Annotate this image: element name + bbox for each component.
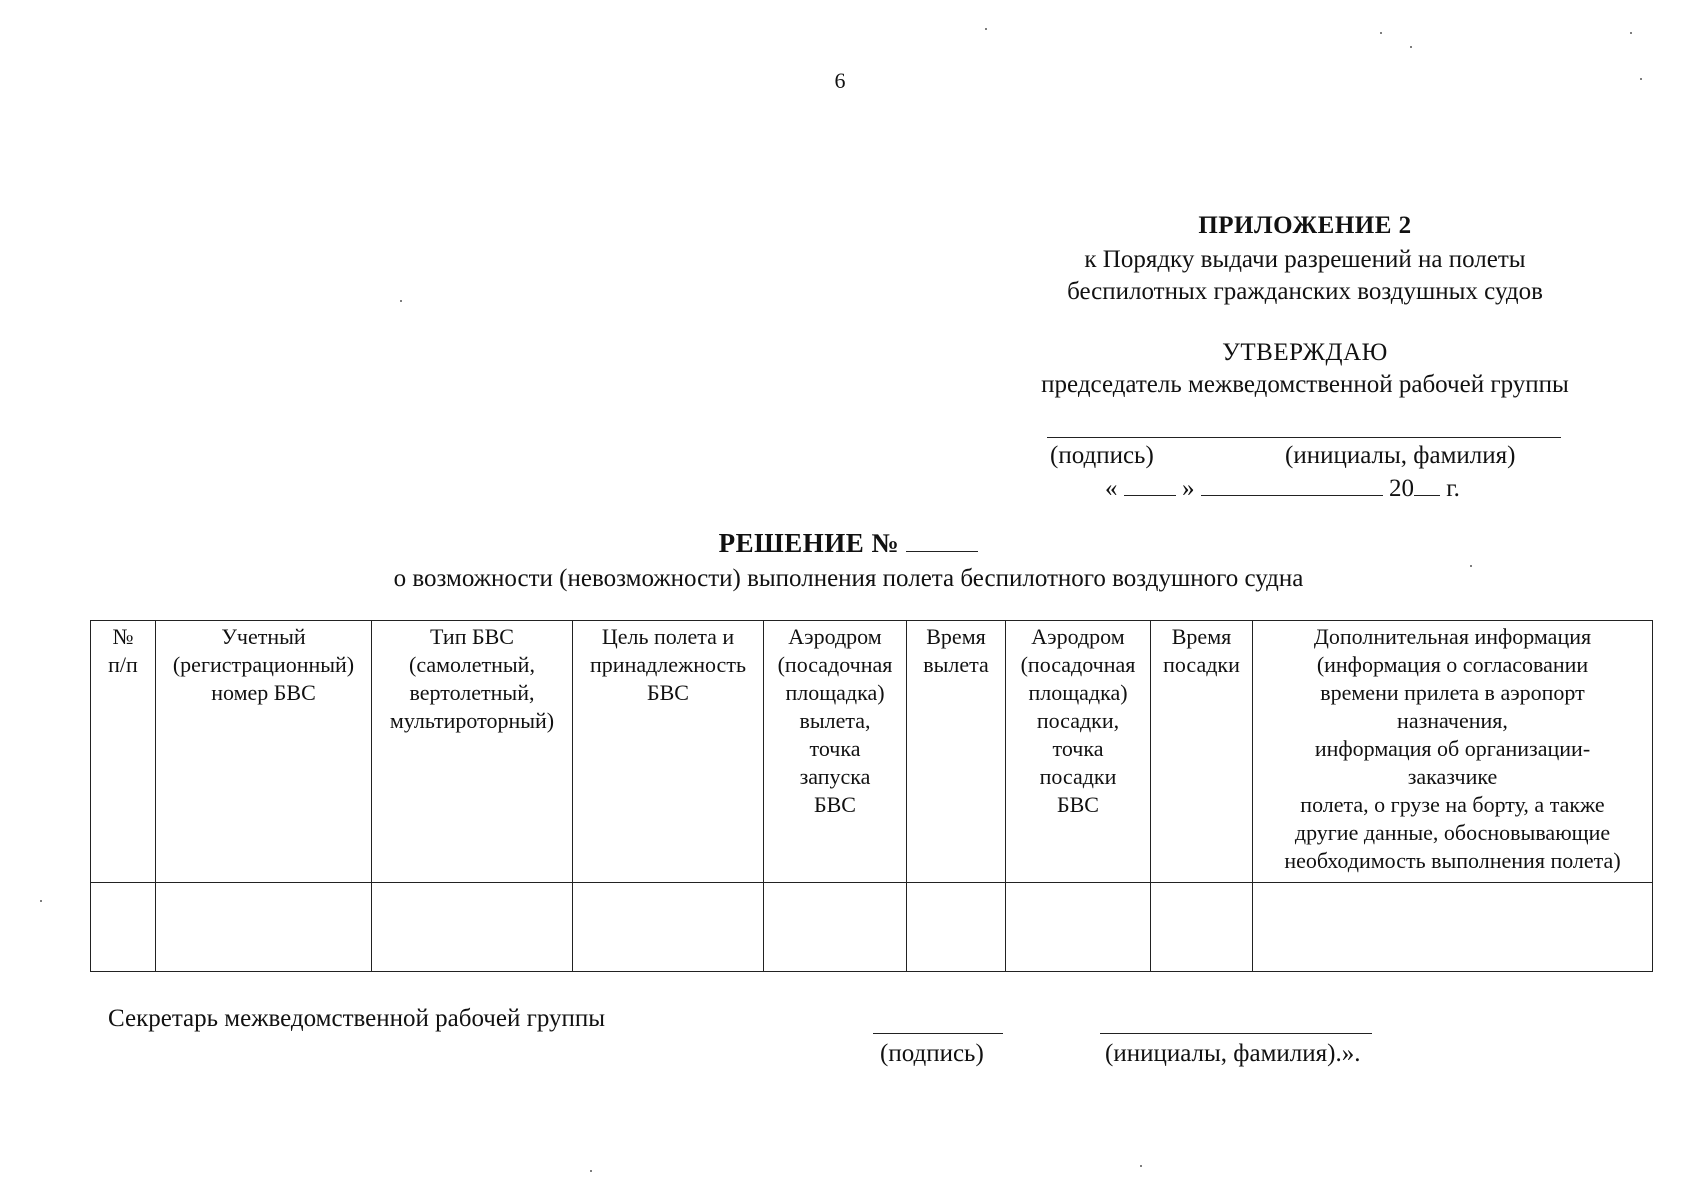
table-cell bbox=[764, 883, 907, 972]
header-cell-number: № п/п bbox=[91, 621, 156, 883]
header-cell-type: Тип БВС (самолетный, вертолетный, мультироторный) bbox=[372, 621, 573, 883]
secretary-signature-caption: (подпись) bbox=[880, 1040, 984, 1067]
header-cell-additional-info: Дополнительная информация (информация о согласовании времени прилета в аэропорт назначения, информация об организации- заказчике полета, о грузе на борту, а также другие данные, обосновывающие необходимость выполнения полета) bbox=[1253, 621, 1653, 883]
appendix-title: ПРИЛОЖЕНИЕ 2 bbox=[1198, 212, 1412, 239]
scan-speck bbox=[400, 300, 402, 302]
date-suffix: г. bbox=[1446, 475, 1460, 502]
table-cell bbox=[573, 883, 764, 972]
table-cell bbox=[91, 883, 156, 972]
date-close-quote: » bbox=[1182, 475, 1195, 502]
header-cell-departure-time: Время вылета bbox=[907, 621, 1006, 883]
scan-speck bbox=[1140, 1165, 1142, 1167]
approval-signature-caption: (подпись) bbox=[1050, 442, 1154, 469]
date-day-blank bbox=[1124, 473, 1176, 496]
header-cell-purpose: Цель полета и принадлежность БВС bbox=[573, 621, 764, 883]
table-cell bbox=[372, 883, 573, 972]
header-cell-registration: Учетный (регистрационный) номер БВС bbox=[156, 621, 372, 883]
table-cell bbox=[1151, 883, 1253, 972]
date-open-quote: « bbox=[1105, 475, 1118, 502]
date-year-blank bbox=[1414, 473, 1440, 496]
approval-block bbox=[990, 337, 1620, 401]
scan-speck bbox=[590, 1170, 592, 1172]
header-cell-landing-time: Время посадки bbox=[1151, 621, 1253, 883]
table-cell bbox=[907, 883, 1006, 972]
table-row bbox=[91, 883, 1653, 972]
table-cell bbox=[1006, 883, 1151, 972]
header-cell-departure-aerodrome: Аэродром (посадочная площадка) вылета, точка запуска БВС bbox=[764, 621, 907, 883]
date-year: 20 bbox=[1389, 475, 1414, 502]
secretary-label: Секретарь межведомственной рабочей группы bbox=[108, 1005, 606, 1032]
appendix-line-1: к Порядку выдачи разрешений на полеты bbox=[1084, 246, 1526, 273]
decision-table bbox=[90, 620, 1653, 972]
decision-title bbox=[0, 528, 1697, 559]
table-header-row bbox=[91, 621, 1653, 883]
scan-speck bbox=[1630, 32, 1632, 34]
table-cell bbox=[156, 883, 372, 972]
approval-date-line bbox=[1105, 473, 1460, 503]
decision-number-blank bbox=[906, 529, 978, 552]
scan-speck bbox=[1410, 46, 1412, 48]
scan-speck bbox=[1380, 32, 1382, 34]
page-number: 6 bbox=[834, 68, 846, 93]
header-cell-landing-aerodrome: Аэродром (посадочная площадка) посадки, точка посадки БВС bbox=[1006, 621, 1151, 883]
date-month-blank bbox=[1201, 473, 1383, 496]
scan-speck bbox=[40, 900, 42, 902]
table-cell bbox=[1253, 883, 1653, 972]
approval-role: председатель межведомственной рабочей группы bbox=[1041, 371, 1569, 398]
secretary-name-line bbox=[1100, 1033, 1372, 1034]
decision-title-text: РЕШЕНИЕ № bbox=[718, 528, 900, 558]
decision-subtitle: о возможности (невозможности) выполнения полета беспилотного воздушного судна bbox=[393, 565, 1304, 592]
appendix-header bbox=[990, 208, 1620, 308]
approval-word: УТВЕРЖДАЮ bbox=[1222, 339, 1388, 366]
secretary-signature-line bbox=[873, 1033, 1003, 1034]
scan-speck bbox=[1470, 565, 1472, 567]
scan-speck bbox=[1640, 78, 1642, 80]
approval-name-caption: (инициалы, фамилия) bbox=[1285, 442, 1516, 469]
scan-speck bbox=[985, 28, 987, 30]
approval-signature-line bbox=[1047, 437, 1561, 438]
appendix-line-2: беспилотных гражданских воздушных судов bbox=[1067, 278, 1543, 305]
secretary-name-caption: (инициалы, фамилия).». bbox=[1105, 1040, 1361, 1067]
